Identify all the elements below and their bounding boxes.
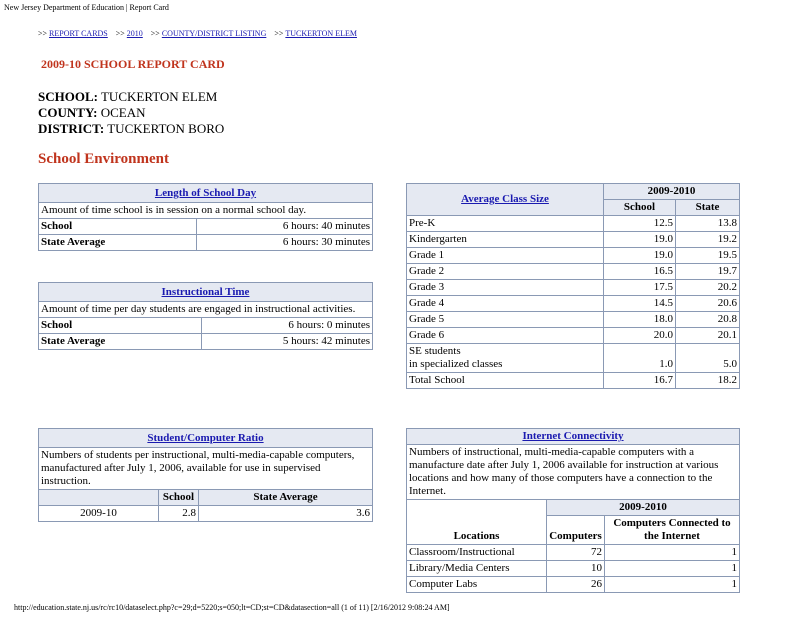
row-state: 13.8 <box>676 216 740 232</box>
row-label: Grade 5 <box>407 312 604 328</box>
student-computer-table <box>38 428 373 522</box>
length-of-day-desc: Amount of time school is in session on a normal school day. <box>39 203 373 219</box>
breadcrumb-report-cards[interactable]: REPORT CARDS <box>49 29 108 38</box>
breadcrumb-separator: >> <box>274 29 284 38</box>
instructional-time-header <box>39 283 373 302</box>
internet-link[interactable]: Internet Connectivity <box>522 430 624 442</box>
breadcrumb-2010[interactable]: 2010 <box>126 29 143 38</box>
length-of-day-link[interactable]: Length of School Day <box>154 186 257 199</box>
table-row <box>407 373 740 389</box>
report-title: 2009-10 SCHOOL REPORT CARD <box>41 57 225 71</box>
row-label: Computer Labs <box>407 577 547 593</box>
row-school: 16.5 <box>604 264 676 280</box>
row-school: 2.8 <box>159 506 199 522</box>
row-value: 6 hours: 30 minutes <box>197 235 373 251</box>
blank-cell <box>39 490 159 506</box>
row-state: 20.2 <box>676 280 740 296</box>
table-row <box>407 328 740 344</box>
col-school: School <box>159 490 199 506</box>
internet-year: 2009-2010 <box>547 500 740 516</box>
county-label: COUNTY: <box>38 105 98 120</box>
row-value: 6 hours: 0 minutes <box>202 318 373 334</box>
row-connected: 1 <box>605 561 740 577</box>
row-school: 19.0 <box>604 248 676 264</box>
internet-table <box>406 428 740 593</box>
se-label-line-1: SE students <box>409 345 461 357</box>
row-connected: 1 <box>605 577 740 593</box>
instructional-time-link[interactable]: Instructional Time <box>161 285 250 298</box>
col-school: School <box>604 200 676 216</box>
table-row <box>407 248 740 264</box>
row-school: 20.0 <box>604 328 676 344</box>
row-school: 17.5 <box>604 280 676 296</box>
instructional-time-table <box>38 282 373 350</box>
instructional-time-desc: Amount of time per day students are engaged in instructional activities. <box>39 302 373 318</box>
district-label: DISTRICT: <box>38 121 105 136</box>
col-state: State <box>676 200 740 216</box>
row-school: 16.7 <box>604 373 676 389</box>
table-row <box>407 232 740 248</box>
table-row <box>39 334 373 350</box>
internet-desc: Numbers of instructional, multi-media-capable computers with a manufacture date after July 1, 2006 available for instruction at various locations and how many of those computers have a connection to the Internet. <box>407 445 740 500</box>
row-school: 14.5 <box>604 296 676 312</box>
col-locations: Locations <box>407 500 547 545</box>
col-computers: Computers <box>547 516 605 545</box>
row-label: Grade 4 <box>407 296 604 312</box>
table-row <box>407 577 740 593</box>
row-label: Total School <box>407 373 604 389</box>
col-connected: Computers Connected to the Internet <box>605 516 740 545</box>
table-row <box>407 296 740 312</box>
table-row <box>407 312 740 328</box>
table-header-row <box>39 490 373 506</box>
table-row <box>407 280 740 296</box>
row-state: 19.5 <box>676 248 740 264</box>
row-label: Grade 1 <box>407 248 604 264</box>
row-state: 18.2 <box>676 373 740 389</box>
table-row <box>39 235 373 251</box>
county-name: OCEAN <box>100 105 146 120</box>
row-label: Kindergarten <box>407 232 604 248</box>
browser-footer-url: http://education.state.nj.us/rc/rc10/dataselect.php?c=29;d=5220;s=050;lt=CD;st=CD&datasection=all (1 of 11) [2/16/2012 9:08:24 AM] <box>14 603 450 612</box>
class-size-link[interactable]: Average Class Size <box>461 193 549 205</box>
student-computer-header <box>39 429 373 448</box>
breadcrumb-separator: >> <box>115 29 125 38</box>
row-school: 18.0 <box>604 312 676 328</box>
row-state: 20.6 <box>676 296 740 312</box>
row-value: 6 hours: 40 minutes <box>197 219 373 235</box>
row-school: 19.0 <box>604 232 676 248</box>
class-size-table <box>406 183 740 389</box>
section-title: School Environment <box>38 151 169 167</box>
school-info <box>38 89 224 137</box>
row-computers: 72 <box>547 545 605 561</box>
row-state: 20.1 <box>676 328 740 344</box>
breadcrumb-separator: >> <box>150 29 160 38</box>
row-label: Pre-K <box>407 216 604 232</box>
row-label: Classroom/Instructional <box>407 545 547 561</box>
row-state: 3.6 <box>199 506 373 522</box>
table-row <box>407 216 740 232</box>
student-computer-link[interactable]: Student/Computer Ratio <box>147 431 264 444</box>
table-row <box>407 545 740 561</box>
col-state-average: State Average <box>199 490 373 506</box>
row-computers: 26 <box>547 577 605 593</box>
row-label: Grade 6 <box>407 328 604 344</box>
district-name: TUCKERTON BORO <box>107 121 225 136</box>
row-state: 19.7 <box>676 264 740 280</box>
class-size-header <box>407 184 604 216</box>
school-label: SCHOOL: <box>38 89 98 104</box>
breadcrumb-separator: >> <box>38 29 48 38</box>
row-label: Grade 3 <box>407 280 604 296</box>
row-state: 19.2 <box>676 232 740 248</box>
table-row <box>39 219 373 235</box>
row-year: 2009-10 <box>39 506 159 522</box>
breadcrumb <box>38 29 357 38</box>
school-name: TUCKERTON ELEM <box>100 89 218 104</box>
row-value: 5 hours: 42 minutes <box>202 334 373 350</box>
se-label-line-2: in specialized classes <box>409 358 503 370</box>
row-school: 12.5 <box>604 216 676 232</box>
row-connected: 1 <box>605 545 740 561</box>
row-state: 5.0 <box>676 344 740 373</box>
student-computer-desc: Numbers of students per instructional, multi-media-capable computers, manufactured after July 1, 2006, available for use in supervised instruction. <box>39 448 373 490</box>
class-size-year: 2009-2010 <box>604 184 740 200</box>
breadcrumb-county-district-listing[interactable]: COUNTY/DISTRICT LISTING <box>161 29 267 38</box>
table-row <box>39 506 373 522</box>
row-label: School <box>39 219 197 235</box>
row-label: Library/Media Centers <box>407 561 547 577</box>
row-state: 20.8 <box>676 312 740 328</box>
row-label: State Average <box>39 334 202 350</box>
row-computers: 10 <box>547 561 605 577</box>
table-row <box>407 344 740 373</box>
internet-header <box>407 429 740 445</box>
row-label: State Average <box>39 235 197 251</box>
browser-title: New Jersey Department of Education | Report Card <box>4 3 169 12</box>
table-row <box>407 264 740 280</box>
length-of-day-header <box>39 184 373 203</box>
breadcrumb-tuckerton-elem[interactable]: TUCKERTON ELEM <box>285 29 357 38</box>
table-row <box>39 318 373 334</box>
length-of-day-table <box>38 183 373 251</box>
row-label <box>407 344 604 373</box>
row-school: 1.0 <box>604 344 676 373</box>
row-label: Grade 2 <box>407 264 604 280</box>
row-label: School <box>39 318 202 334</box>
table-row <box>407 561 740 577</box>
